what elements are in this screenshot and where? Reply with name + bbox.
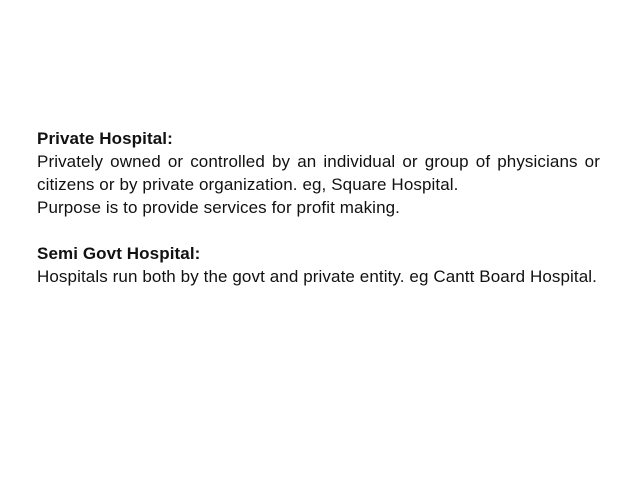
semi-govt-hospital-heading: Semi Govt Hospital: xyxy=(37,244,201,263)
slide-content xyxy=(37,127,600,288)
private-hospital-purpose: Purpose is to provide services for profit making. xyxy=(37,198,400,217)
private-hospital-definition: Privately owned or controlled by an individual or group of physicians or citizens or by private organization. eg, Square Hospital. xyxy=(37,152,600,194)
section-spacer xyxy=(37,219,600,242)
private-hospital-heading: Private Hospital: xyxy=(37,129,173,148)
semi-govt-hospital-definition: Hospitals run both by the govt and private entity. eg Cantt Board Hospital. xyxy=(37,267,597,286)
